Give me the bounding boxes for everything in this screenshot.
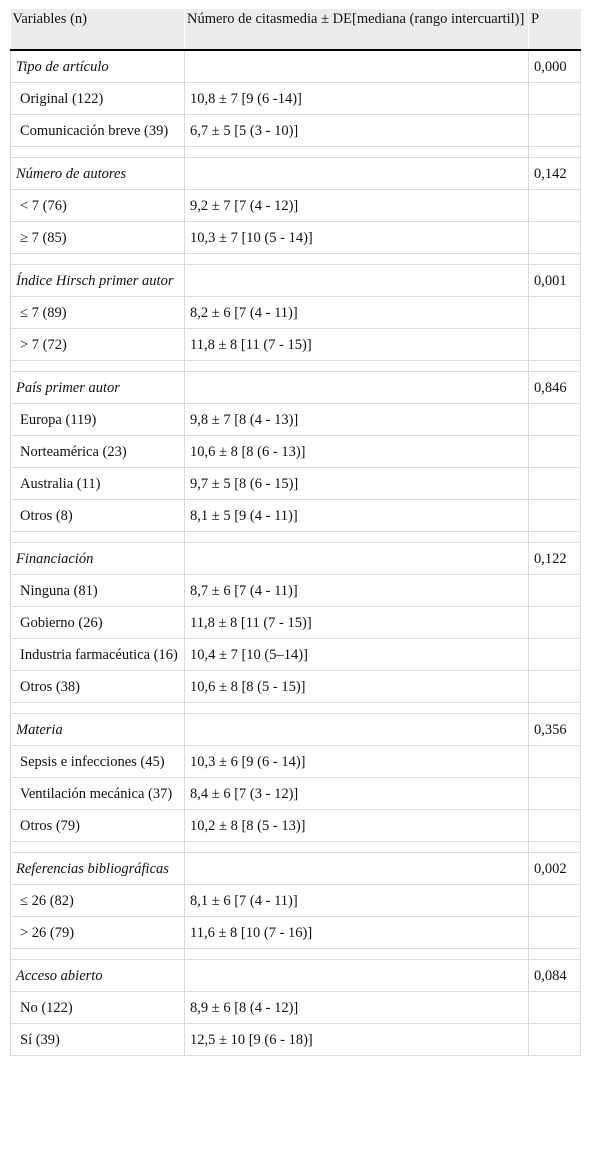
row-p-empty: [529, 297, 581, 329]
row-value: 10,3 ± 7 [10 (5 - 14)]: [185, 222, 529, 254]
row-label: Australia (11): [11, 468, 185, 500]
spacer-cell: [185, 361, 529, 372]
row-p-empty: [529, 885, 581, 917]
category-row: [11, 372, 581, 404]
row-value: 9,8 ± 7 [8 (4 - 13)]: [185, 404, 529, 436]
table-row: [11, 885, 581, 917]
header-variables: Variables (n): [11, 9, 185, 50]
row-value: 11,8 ± 8 [11 (7 - 15)]: [185, 329, 529, 361]
row-p-empty: [529, 404, 581, 436]
category-row: [11, 714, 581, 746]
row-p-empty: [529, 83, 581, 115]
row-value: 11,8 ± 8 [11 (7 - 15)]: [185, 607, 529, 639]
category-name: Materia: [11, 714, 185, 746]
section-spacer: [11, 147, 581, 158]
spacer-cell: [11, 254, 185, 265]
spacer-cell: [529, 147, 581, 158]
spacer-cell: [529, 949, 581, 960]
row-p-empty: [529, 436, 581, 468]
spacer-cell: [185, 532, 529, 543]
section-spacer: [11, 703, 581, 714]
row-p-empty: [529, 917, 581, 949]
category-value-empty: [185, 50, 529, 83]
table-row: [11, 222, 581, 254]
table-row: [11, 83, 581, 115]
table-body: [11, 50, 581, 1056]
p-value: 0,000: [529, 50, 581, 83]
category-value-empty: [185, 158, 529, 190]
p-value: 0,084: [529, 960, 581, 992]
category-value-empty: [185, 714, 529, 746]
table-row: [11, 778, 581, 810]
row-p-empty: [529, 639, 581, 671]
category-row: [11, 158, 581, 190]
spacer-cell: [185, 842, 529, 853]
row-value: 8,7 ± 6 [7 (4 - 11)]: [185, 575, 529, 607]
category-value-empty: [185, 265, 529, 297]
citations-table: [10, 9, 581, 1056]
row-value: 8,1 ± 5 [9 (4 - 11)]: [185, 500, 529, 532]
p-value: 0,846: [529, 372, 581, 404]
table-row: [11, 671, 581, 703]
section-spacer: [11, 842, 581, 853]
header-citations: Número de citasmedia ± DE[mediana (rango intercuartil)]: [185, 9, 529, 50]
table-row: [11, 468, 581, 500]
table-row: [11, 917, 581, 949]
row-value: 10,4 ± 7 [10 (5–14)]: [185, 639, 529, 671]
table-header: [11, 9, 581, 50]
row-label: Otros (8): [11, 500, 185, 532]
table-row: [11, 810, 581, 842]
spacer-cell: [11, 532, 185, 543]
table-row: [11, 575, 581, 607]
table-row: [11, 500, 581, 532]
row-p-empty: [529, 500, 581, 532]
row-p-empty: [529, 575, 581, 607]
results-table-container: [10, 9, 580, 1056]
row-p-empty: [529, 810, 581, 842]
category-value-empty: [185, 372, 529, 404]
category-name: Acceso abierto: [11, 960, 185, 992]
spacer-cell: [185, 147, 529, 158]
row-label: ≥ 7 (85): [11, 222, 185, 254]
row-value: 10,6 ± 8 [8 (6 - 13)]: [185, 436, 529, 468]
row-label: Sepsis e infecciones (45): [11, 746, 185, 778]
p-value: 0,122: [529, 543, 581, 575]
row-p-empty: [529, 992, 581, 1024]
row-value: 8,2 ± 6 [7 (4 - 11)]: [185, 297, 529, 329]
table-row: [11, 746, 581, 778]
row-value: 8,1 ± 6 [7 (4 - 11)]: [185, 885, 529, 917]
row-value: 10,3 ± 6 [9 (6 - 14)]: [185, 746, 529, 778]
category-value-empty: [185, 853, 529, 885]
spacer-cell: [11, 842, 185, 853]
p-value: 0,142: [529, 158, 581, 190]
row-label: < 7 (76): [11, 190, 185, 222]
spacer-cell: [185, 703, 529, 714]
row-p-empty: [529, 778, 581, 810]
table-row: [11, 297, 581, 329]
section-spacer: [11, 949, 581, 960]
table-row: [11, 329, 581, 361]
row-label: Otros (38): [11, 671, 185, 703]
spacer-cell: [185, 254, 529, 265]
row-p-empty: [529, 468, 581, 500]
row-p-empty: [529, 222, 581, 254]
spacer-cell: [529, 532, 581, 543]
spacer-cell: [11, 703, 185, 714]
row-label: Original (122): [11, 83, 185, 115]
row-label: > 7 (72): [11, 329, 185, 361]
row-p-empty: [529, 190, 581, 222]
row-label: Europa (119): [11, 404, 185, 436]
row-label: Sí (39): [11, 1024, 185, 1056]
category-row: [11, 265, 581, 297]
spacer-cell: [529, 254, 581, 265]
spacer-cell: [11, 361, 185, 372]
header-p-value: P: [529, 9, 581, 50]
spacer-cell: [185, 949, 529, 960]
spacer-cell: [529, 703, 581, 714]
category-name: Número de autores: [11, 158, 185, 190]
category-value-empty: [185, 960, 529, 992]
row-label: Otros (79): [11, 810, 185, 842]
category-name: Índice Hirsch primer autor: [11, 265, 185, 297]
p-value: 0,002: [529, 853, 581, 885]
row-label: Ventilación mecánica (37): [11, 778, 185, 810]
category-name: País primer autor: [11, 372, 185, 404]
table-row: [11, 404, 581, 436]
row-label: Gobierno (26): [11, 607, 185, 639]
category-name: Financiación: [11, 543, 185, 575]
row-label: ≤ 26 (82): [11, 885, 185, 917]
table-row: [11, 1024, 581, 1056]
section-spacer: [11, 361, 581, 372]
row-label: Norteamérica (23): [11, 436, 185, 468]
row-value: 6,7 ± 5 [5 (3 - 10)]: [185, 115, 529, 147]
header-row: [11, 9, 581, 50]
table-row: [11, 436, 581, 468]
row-value: 8,9 ± 6 [8 (4 - 12)]: [185, 992, 529, 1024]
section-spacer: [11, 532, 581, 543]
category-value-empty: [185, 543, 529, 575]
category-name: Referencias bibliográficas: [11, 853, 185, 885]
spacer-cell: [11, 949, 185, 960]
table-row: [11, 992, 581, 1024]
row-p-empty: [529, 115, 581, 147]
row-label: > 26 (79): [11, 917, 185, 949]
row-label: Industria farmacéutica (16): [11, 639, 185, 671]
row-value: 10,8 ± 7 [9 (6 -14)]: [185, 83, 529, 115]
table-row: [11, 190, 581, 222]
row-label: Ninguna (81): [11, 575, 185, 607]
table-row: [11, 639, 581, 671]
row-p-empty: [529, 746, 581, 778]
row-value: 12,5 ± 10 [9 (6 - 18)]: [185, 1024, 529, 1056]
row-p-empty: [529, 671, 581, 703]
row-label: No (122): [11, 992, 185, 1024]
p-value: 0,001: [529, 265, 581, 297]
row-value: 9,2 ± 7 [7 (4 - 12)]: [185, 190, 529, 222]
table-row: [11, 607, 581, 639]
row-value: 10,2 ± 8 [8 (5 - 13)]: [185, 810, 529, 842]
row-label: ≤ 7 (89): [11, 297, 185, 329]
row-p-empty: [529, 329, 581, 361]
row-label: Comunicación breve (39): [11, 115, 185, 147]
category-row: [11, 960, 581, 992]
spacer-cell: [529, 842, 581, 853]
p-value: 0,356: [529, 714, 581, 746]
category-row: [11, 50, 581, 83]
spacer-cell: [529, 361, 581, 372]
row-p-empty: [529, 1024, 581, 1056]
table-row: [11, 115, 581, 147]
row-value: 9,7 ± 5 [8 (6 - 15)]: [185, 468, 529, 500]
row-p-empty: [529, 607, 581, 639]
category-row: [11, 853, 581, 885]
row-value: 10,6 ± 8 [8 (5 - 15)]: [185, 671, 529, 703]
row-value: 11,6 ± 8 [10 (7 - 16)]: [185, 917, 529, 949]
section-spacer: [11, 254, 581, 265]
row-value: 8,4 ± 6 [7 (3 - 12)]: [185, 778, 529, 810]
spacer-cell: [11, 147, 185, 158]
category-row: [11, 543, 581, 575]
category-name: Tipo de artículo: [11, 50, 185, 83]
